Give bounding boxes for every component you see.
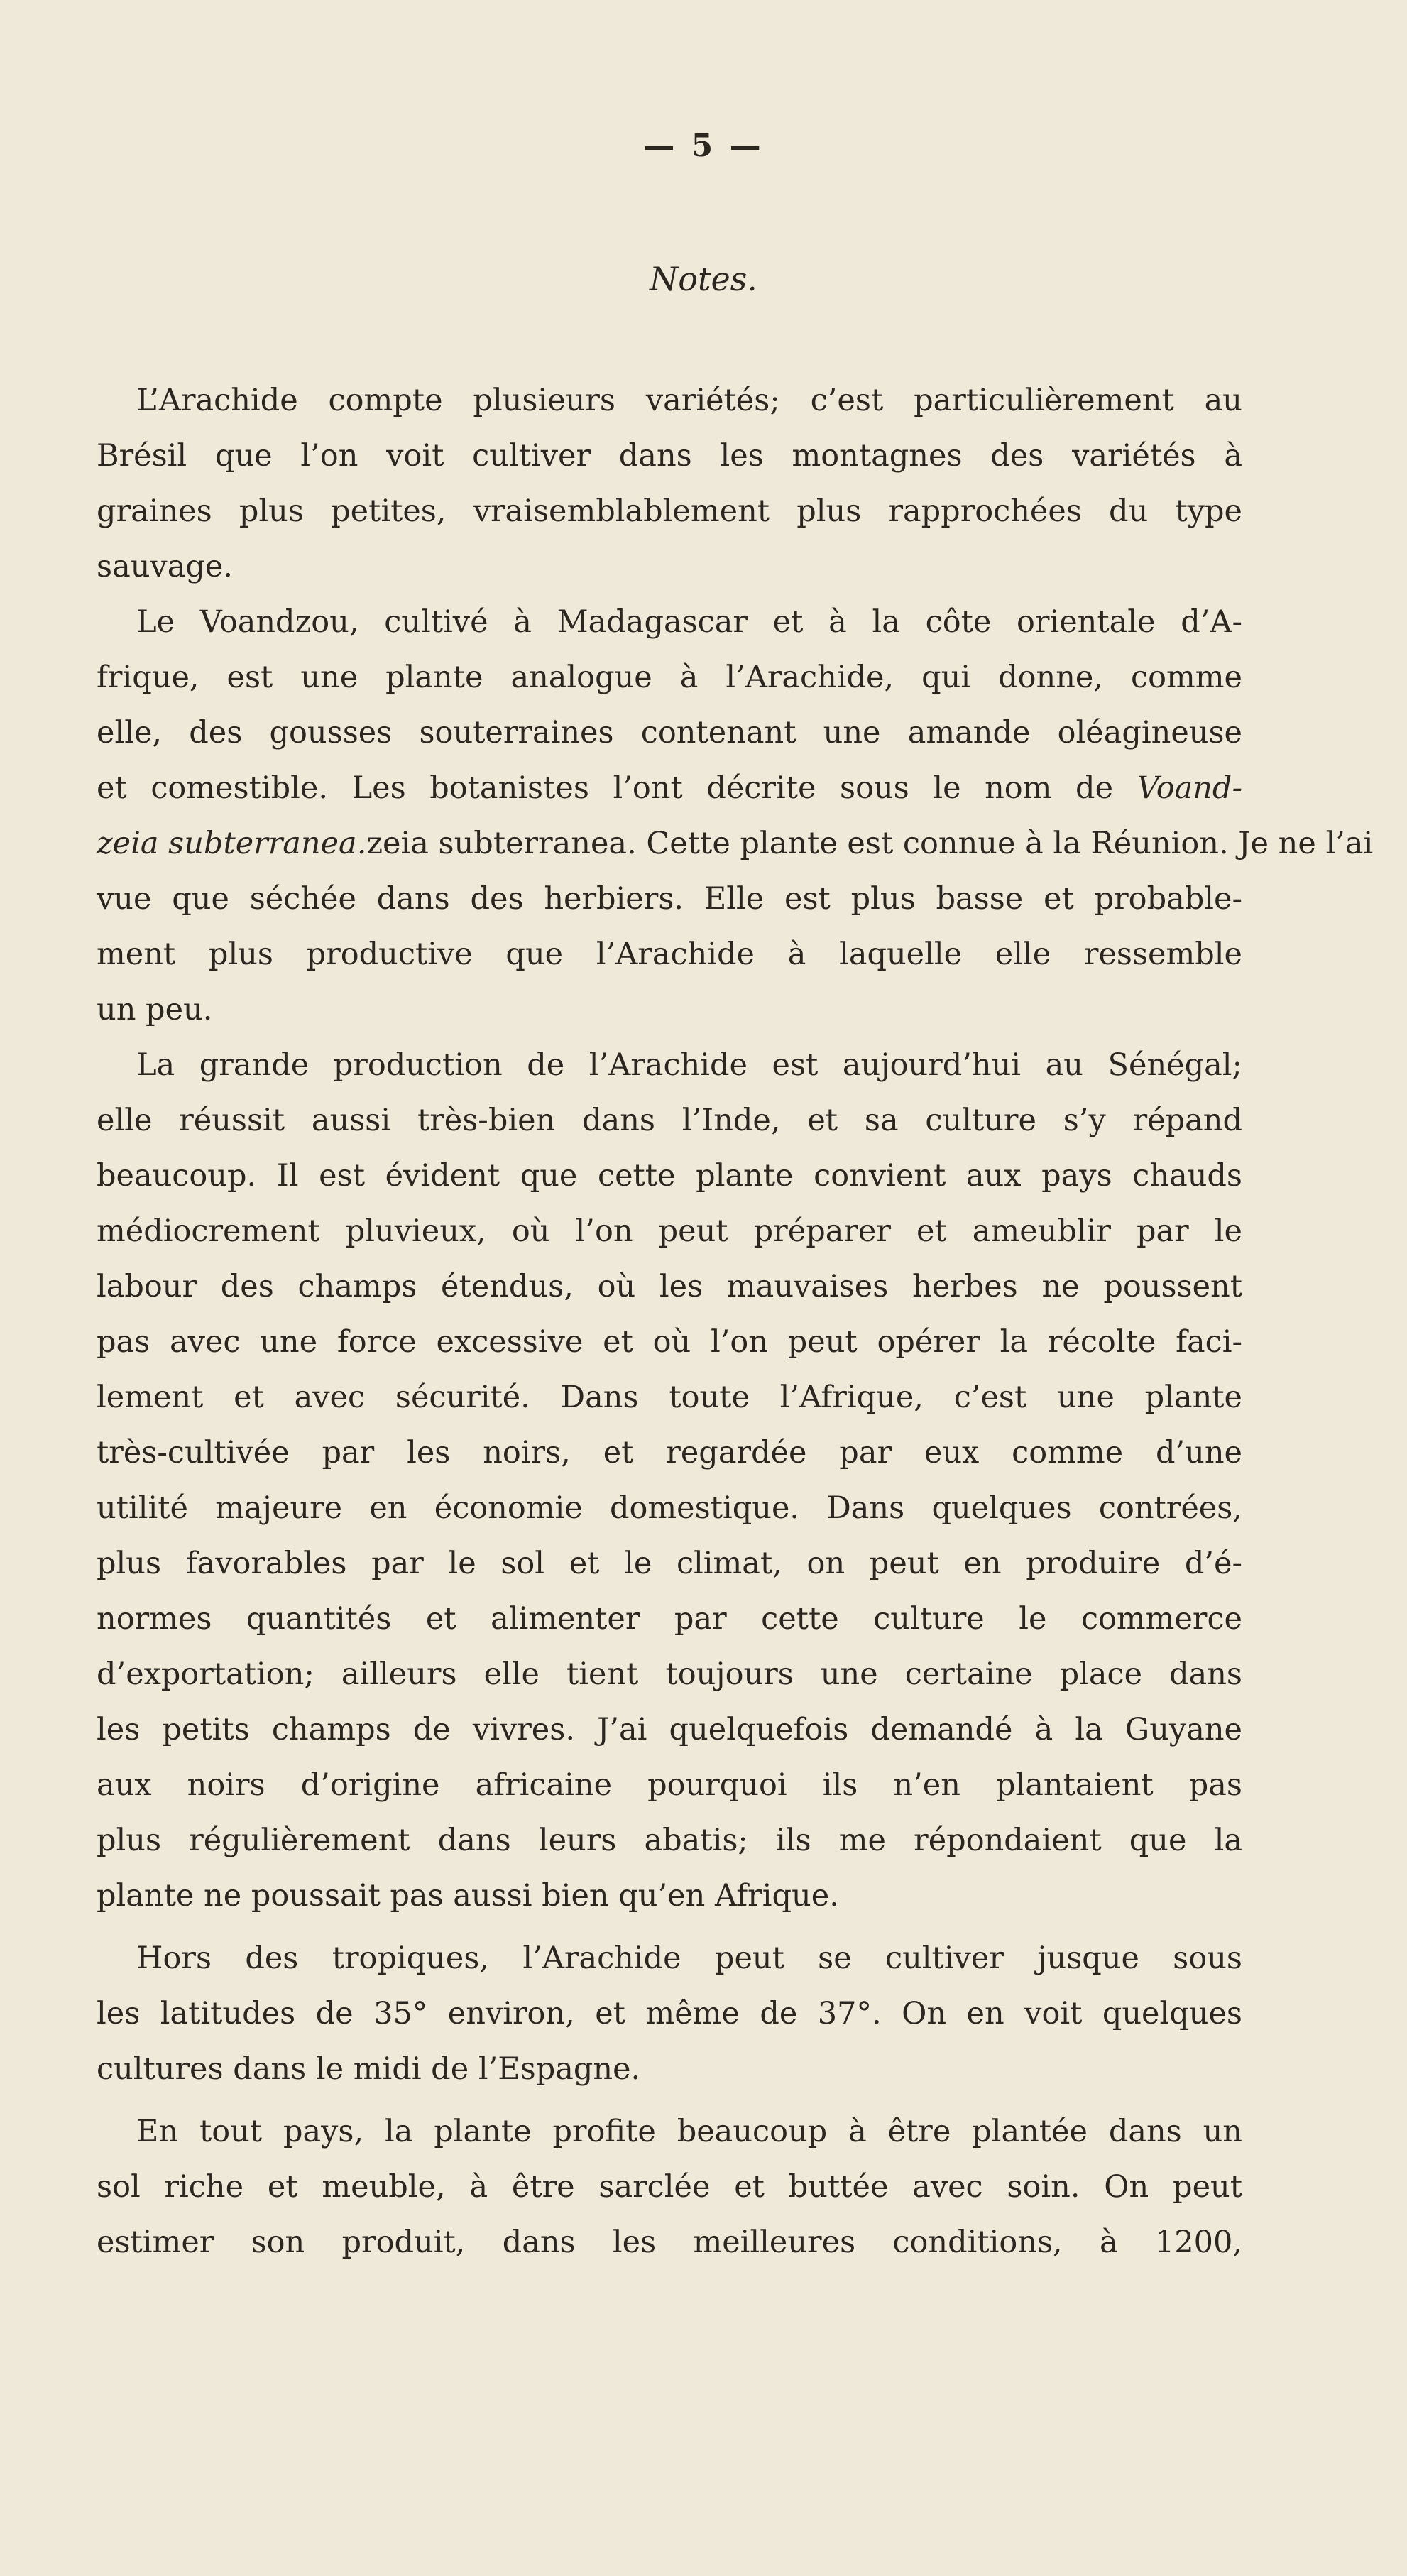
text-fragment: et comestible. Les botanistes l’ont décrite sous le nom de xyxy=(97,770,1137,806)
text-line: La grande production de l’Arachide est aujourd’hui au Sénégal; xyxy=(136,1047,1242,1083)
text-line: d’exportation; ailleurs elle tient toujours une certaine place dans xyxy=(97,1657,1242,1692)
text-line xyxy=(97,816,1374,871)
text-line: sauvage. xyxy=(97,549,233,584)
text-line: plante ne poussait pas aussi bien qu’en Afrique. xyxy=(97,1878,839,1914)
page-number: — 5 — xyxy=(643,128,764,164)
text-line: labour des champs étendus, où les mauvaises herbes ne poussent xyxy=(97,1269,1242,1304)
text-line: elle, des gousses souterraines contenant une amande oléagineuse xyxy=(97,715,1242,751)
text-line: un peu. xyxy=(97,992,213,1027)
text-line: plus favorables par le sol et le climat, on peut en produire d’é- xyxy=(97,1546,1242,1581)
text-line: ment plus productive que l’Arachide à laquelle elle ressemble xyxy=(97,937,1242,972)
text-fragment: zeia subterranea. Cette plante est connue à la Réunion. Je ne l’ai xyxy=(366,826,1374,861)
paragraph-3 xyxy=(97,1037,1242,1923)
text-line: lement et avec sécurité. Dans toute l’Afrique, c’est une plante xyxy=(97,1380,1242,1415)
paragraph-1 xyxy=(97,373,1242,594)
text-line: les latitudes de 35° environ, et même de 37°. On en voit quelques xyxy=(97,1996,1242,2031)
text-line: En tout pays, la plante profite beaucoup à être plantée dans un xyxy=(136,2114,1242,2149)
text-line: frique, est une plante analogue à l’Arachide, qui donne, comme xyxy=(97,660,1242,695)
body-text xyxy=(97,373,1374,2270)
text-line: L’Arachide compte plusieurs variétés; c’est particulièrement au xyxy=(136,383,1242,418)
text-line: Le Voandzou, cultivé à Madagascar et à la côte orientale d’A- xyxy=(136,604,1242,640)
text-line: cultures dans le midi de l’Espagne. xyxy=(97,2051,641,2087)
text-line: Brésil que l’on voit cultiver dans les montagnes des variétés à xyxy=(97,438,1242,474)
text-line: Hors des tropiques, l’Arachide peut se cultiver jusque sous xyxy=(136,1941,1242,1976)
text-line: plus régulièrement dans leurs abatis; ils me répondaient que la xyxy=(97,1823,1242,1858)
text-line: elle réussit aussi très-bien dans l’Inde, et sa culture s’y répand xyxy=(97,1103,1242,1138)
text-line: vue que séchée dans des herbiers. Elle est plus basse et probable- xyxy=(97,881,1242,917)
text-line: beaucoup. Il est évident que cette plante convient aux pays chauds xyxy=(97,1158,1242,1194)
text-line: aux noirs d’origine africaine pourquoi ils n’en plantaient pas xyxy=(97,1767,1242,1803)
text-line xyxy=(97,760,1242,816)
text-line: sol riche et meuble, à être sarclée et buttée avec soin. On peut xyxy=(97,2169,1242,2205)
text-line: les petits champs de vivres. J’ai quelquefois demandé à la Guyane xyxy=(97,1712,1242,1747)
text-line: médiocrement pluvieux, où l’on peut préparer et ameublir par le xyxy=(97,1213,1242,1249)
text-line: très-cultivée par les noirs, et regardée par eux comme d’une xyxy=(97,1435,1242,1470)
paragraph-4 xyxy=(97,1931,1242,2097)
italic-species-name: Voand- xyxy=(1137,770,1242,806)
italic-species-name: zeia subterranea. xyxy=(97,826,367,861)
text-line: graines plus petites, vraisemblablement plus rapprochées du type xyxy=(97,493,1242,529)
paragraph-5 xyxy=(97,2104,1242,2270)
text-line: normes quantités et alimenter par cette culture le commerce xyxy=(97,1601,1242,1637)
section-heading: Notes. xyxy=(650,260,757,298)
text-line: pas avec une force excessive et où l’on peut opérer la récolte faci- xyxy=(97,1324,1242,1360)
paragraph-2 xyxy=(97,594,1374,1037)
text-line: utilité majeure en économie domestique. Dans quelques contrées, xyxy=(97,1490,1242,1526)
text-line: estimer son produit, dans les meilleures conditions, à 1200, xyxy=(97,2225,1242,2260)
